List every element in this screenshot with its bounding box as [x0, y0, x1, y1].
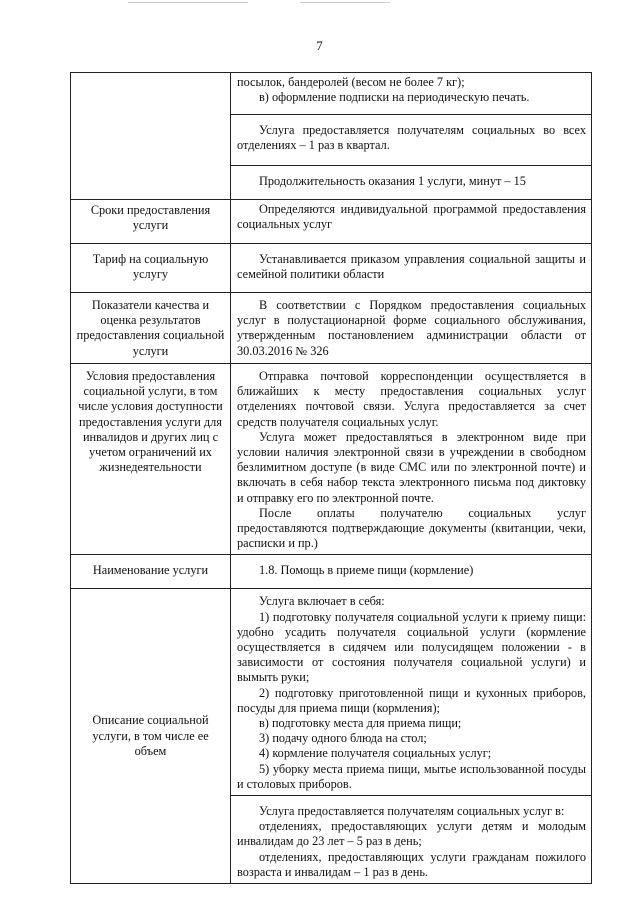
- text-line: отделениях, предоставляющих услуги гражданам пожилого возраста и инвалидам – 1 раз в день.: [237, 849, 586, 879]
- text-line: отделениях, предоставляющих услуги детям и молодым инвалидам до 23 лет – 5 раз в день;: [237, 819, 586, 849]
- text-line: 1) подготовку получателя социальной услуги к приему пищи: удобно усадить получателя социальной услуги (кормление осуществляется в сидячем или полусидящем положении - в зависимости от состояния получателя социальной услуги) и вымыть руки;: [237, 609, 586, 685]
- page-number: 7: [316, 38, 323, 53]
- text-line: Услуга может предоставляться в электронном виде при условии наличия электронной связи в учреждении в свободном безлимитном доступе (в виде СМС или по электронной почте) и включать в себя набор текста электронного письма под диктовку и отправку его по электронной почте.: [237, 429, 586, 505]
- row-label: Показатели качества и оценка результатов предоставления социальной услуги: [71, 293, 231, 364]
- table-row: [71, 589, 592, 796]
- table-row: [71, 364, 592, 555]
- row-content: [231, 796, 592, 884]
- scan-artifact-line: [128, 2, 248, 3]
- text-line: Устанавливается приказом управления социальной защиты и семейной политики области: [237, 252, 586, 282]
- row-label: Тариф на социальную услугу: [71, 244, 231, 293]
- row-content: [231, 115, 592, 166]
- row-label-empty: [71, 73, 231, 200]
- text-line: посылок, бандеролей (весом не более 7 кг);: [237, 75, 465, 89]
- row-content: [231, 589, 592, 796]
- row-content: [231, 166, 592, 200]
- text-line: Услуга включает в себя:: [259, 594, 385, 609]
- text-line: 1.8. Помощь в приеме пищи (кормление): [259, 563, 474, 578]
- text-line: 2) подготовку приготовленной пищи и кухонных приборов, посуды для приема пищи (кормления);: [237, 685, 586, 715]
- text-line: 3) подачу одного блюда на стол;: [259, 731, 427, 746]
- table-row: [71, 293, 592, 364]
- row-label: Сроки предоставления услуги: [71, 200, 231, 244]
- scan-artifact-line: [300, 2, 390, 3]
- text-line: Определяются индивидуальной программой предоставления социальных услуг: [237, 202, 586, 232]
- table-row: [71, 200, 592, 244]
- text-line: 4) кормление получателя социальных услуг;: [259, 746, 492, 761]
- text-line: В соответствии с Порядком предоставления социальных услуг в полустационарной форме социального обслуживания, утвержденным постановлением администрации области от 30.03.2016 № 326: [237, 298, 586, 358]
- row-content: [231, 364, 592, 555]
- text-line: Услуга предоставляется получателям социальных во всех отделениях – 1 раз в квартал.: [237, 123, 586, 153]
- row-label: Наименование услуги: [71, 555, 231, 589]
- table-row: [71, 73, 592, 115]
- text-line: После оплаты получателю социальных услуг предоставляются подтверждающие документы (квитанции, чеки, расписки и пр.): [237, 505, 586, 551]
- text-line: 5) уборку места приема пищи, мытье использованной посуды и столовых приборов.: [237, 761, 586, 791]
- text-line: Продолжительность оказания 1 услуги, минут – 15: [259, 174, 526, 188]
- text-line: в) подготовку места для приема пищи;: [259, 716, 462, 731]
- text-line: в) оформление подписки на периодическую печать.: [259, 90, 530, 105]
- text-line: Отправка почтовой корреспонденции осуществляется в ближайших к месту предоставления социальных услуг отделениях почтовой связи. Услуга предоставляется за счет средств получателя социальных услуг.: [237, 369, 586, 429]
- row-content: [231, 73, 592, 115]
- table-row: [71, 244, 592, 293]
- row-content: [231, 293, 592, 364]
- row-label: Описание социальной услуги, в том числе ее объем: [71, 589, 231, 884]
- table-row: [71, 555, 592, 589]
- row-label: Условия предоставления социальной услуги, в том числе условия доступности предоставления услуги для инвалидов и других лиц с учетом ограничений их жизнедеятельности: [71, 364, 231, 555]
- service-table: [70, 72, 592, 884]
- row-content: [231, 200, 592, 244]
- text-line: Услуга предоставляется получателям социальных услуг в:: [259, 804, 565, 819]
- row-content: [231, 555, 592, 589]
- row-content: [231, 244, 592, 293]
